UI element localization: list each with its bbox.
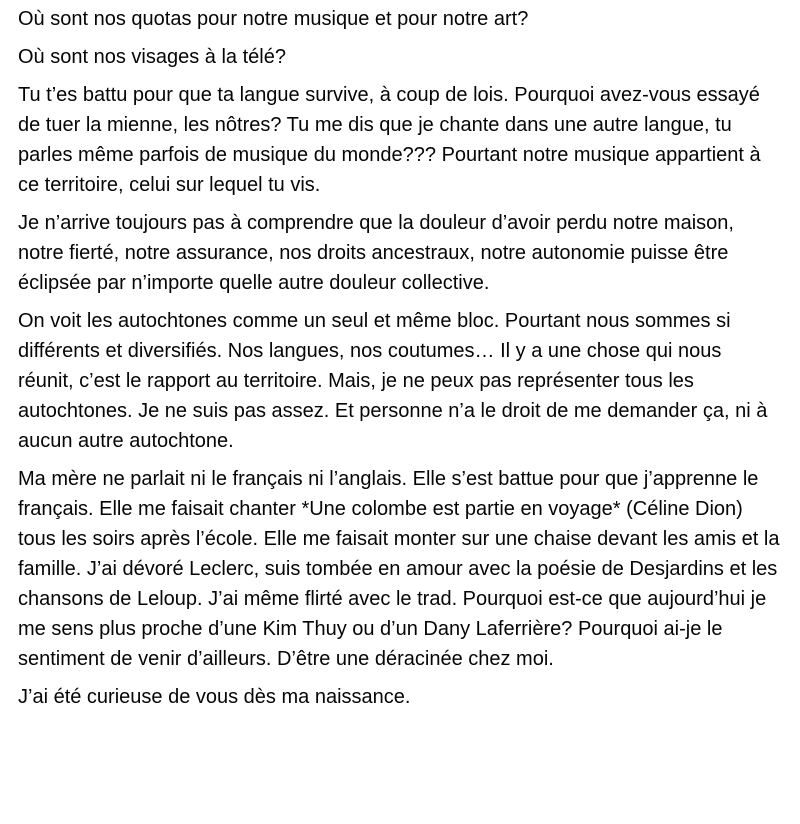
post-paragraph-douleur: Je n’arrive toujours pas à comprendre que la douleur d’avoir perdu notre maison, notre fierté, notre assurance, nos droits ancestraux, notre autonomie puisse être éclipsée par n’importe quelle autre douleur collective. — [18, 212, 734, 294]
post-paragraph-visages: Où sont nos visages à la télé? — [18, 46, 286, 68]
post-paragraph-mere: Ma mère ne parlait ni le français ni l’anglais. Elle s’est battue pour que j’apprenne le français. Elle me faisait chanter *Une colombe est partie en voyage* (Céline Dion) tous les soirs après l’école. Elle me faisait monter sur une chaise devant les amis et la famille. J’ai dévoré Leclerc, suis tombée en amour avec la poésie de Desjardins et les chansons de Leloup. J’ai même flirté avec le trad. Pourquoi est-ce que aujourd’hui je me sens plus proche d’une Kim Thuy ou d’un Dany Laferrière? Pourquoi ai-je le sentiment de venir d’ailleurs. D’être une déracinée chez moi. — [18, 468, 780, 670]
post-body — [18, 4, 782, 720]
post-paragraph-curieuse: J’ai été curieuse de vous dès ma naissance. — [18, 686, 411, 708]
post-paragraph-quotas: Où sont nos quotas pour notre musique et pour notre art? — [18, 8, 529, 30]
post-paragraph-langue: Tu t’es battu pour que ta langue survive, à coup de lois. Pourquoi avez-vous essayé de tuer la mienne, les nôtres? Tu me dis que je chante dans une autre langue, tu parles même parfois de musique du monde??? Pourtant notre musique appartient à ce territoire, celui sur lequel tu vis. — [18, 84, 761, 196]
post-paragraph-autochtones: On voit les autochtones comme un seul et même bloc. Pourtant nous sommes si différents et diversifiés. Nos langues, nos coutumes… Il y a une chose qui nous réunit, c’est le rapport au territoire. Mais, je ne peux pas représenter tous les autochtones. Je ne suis pas assez. Et personne n’a le droit de me demander ça, ni à aucun autre autochtone. — [18, 310, 768, 452]
